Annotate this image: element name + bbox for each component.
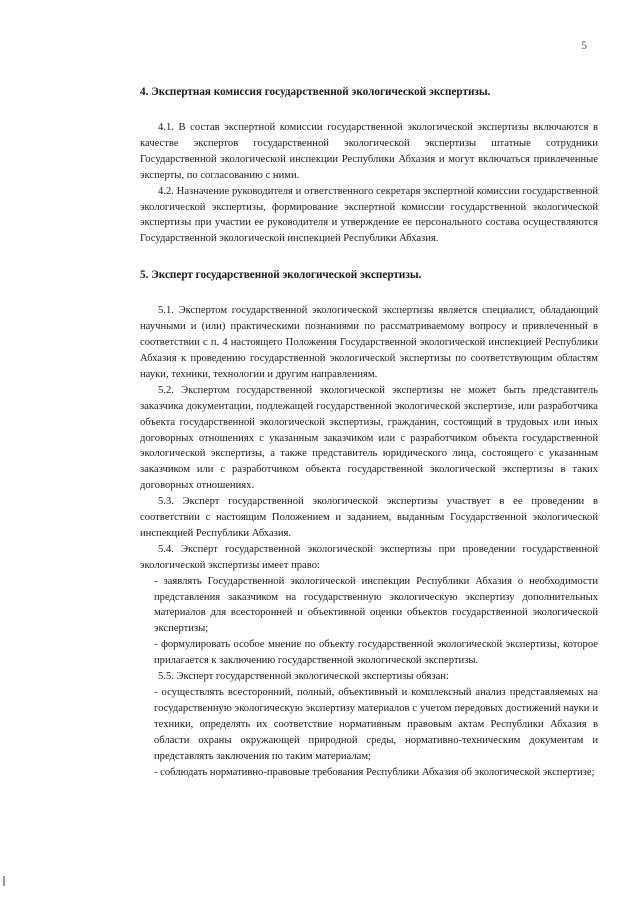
paragraph-5-3: 5.3. Эксперт государственной экологической экспертизы участвует в ее проведении в соответствии с настоящим Положением и заданием, выданным Государственной экологической инспекцией Республики Абхазия. <box>140 496 598 539</box>
paragraph-5-4: 5.4. Эксперт государственной экологической экспертизы при проведении государственной экологической экспертизы имеет право: <box>140 543 598 571</box>
paragraph-4-2: 4.2. Назначение руководителя и ответственного секретаря экспертной комиссии государственной экологической экспертизы, формирование экспертной комиссии государственной экологической экспертизы при участии ее руководителя и утверждение ее персонального состава осуществляются Государственной экологической инспекцией Республики Абхазия. <box>140 185 598 245</box>
paragraph-5-2: 5.2. Экспертом государственной экологической экспертизы не может быть представитель заказчика документации, подлежащей государственной экологической экспертизе, или разработчика объекта государственной экологической экспертизы, гражданин, состоящий в трудовых или иных договорных отношениях с указанным заказчиком или с разработчиком объекта государственной экологической экспертизы, а также представитель юридического лица, состоящего с указанным заказчиком или с разработчиком объекта государственной экологической экспертизы в таких договорных отношениях. <box>140 384 598 492</box>
paragraph-5-1: 5.1. Экспертом государственной экологической экспертизы является специалист, обладающий научными и (или) практическими познаниями по рассматриваемому вопросу и привлеченный в соответствии с п. 4 настоящего Положения Государственной экологической инспекцией Республики Абхазия к проведению государственной экологической экспертизы по соответствующим областям науки, техники, технологии и другим направлениям. <box>140 305 598 380</box>
scan-margin-mark <box>3 876 5 886</box>
page-number: 5 <box>581 38 587 52</box>
section-5-heading: 5. Эксперт государственной экологической экспертизы. <box>140 269 422 282</box>
paragraph-5-5: 5.5. Эксперт государственной экологической экспертизы обязан: <box>158 671 449 683</box>
document-body <box>140 84 598 780</box>
list-item-5-4-a: - заявлять Государственной экологической инспекции Республики Абхазия о необходимости представления заказчиком на государственную экологическую экспертизу дополнительных материалов для всесторонней и объективной оценки объектов государственной экологической экспертизы; <box>154 575 598 635</box>
paragraph-4-1: 4.1. В состав экспертной комиссии государственной экологической экспертизы включаются в качестве экспертов государственной экологической экспертизы штатные сотрудники Государственной экологической инспекции Республики Абхазия и могут включаться привлеченные эксперты, по согласованию с ними. <box>140 122 598 181</box>
list-item-5-5-b: - соблюдать нормативно-правовые требования Республики Абхазия об экологической экспертизе; <box>154 766 595 778</box>
list-item-5-4-b: - формулировать особое мнение по объекту государственной экологической экспертизы, которое прилагается к заключению государственной экологической экспертизы. <box>154 639 598 667</box>
section-4-heading: 4. Экспертная комиссия государственной экологической экспертизы. <box>140 86 491 98</box>
list-item-5-5-a: - осуществлять всесторонний, полный, объективный и комплексный анализ представляемых на государственную экологическую экспертизу материалов с учетом передовых достижений науки и техники, определять их соответствие нормативным правовым актам Республики Абхазия в области охраны окружающей природной среды, нормативно-техническим документам и представлять заключения по таким материалам; <box>154 687 598 762</box>
